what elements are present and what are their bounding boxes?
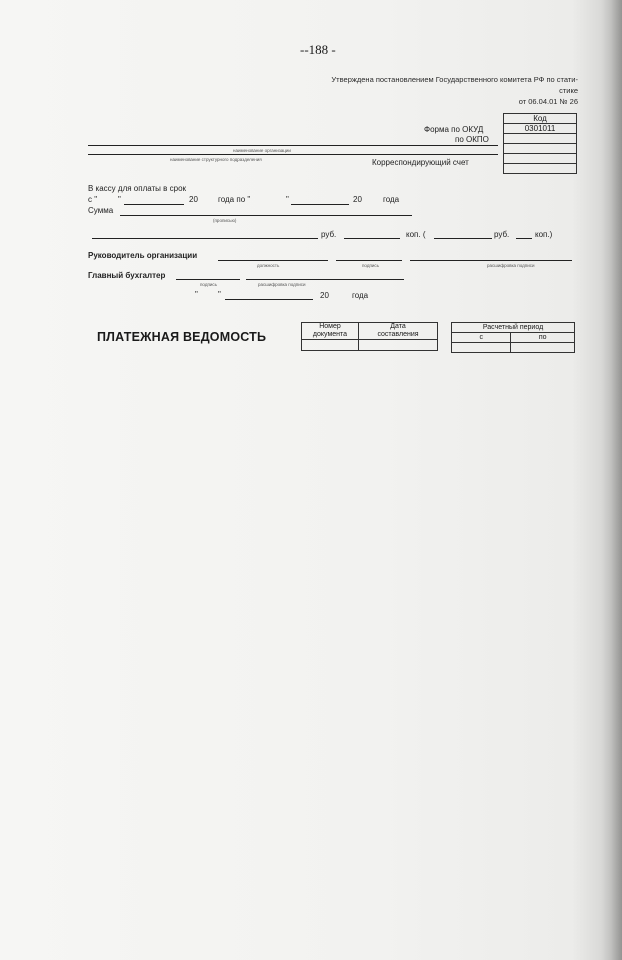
okpo-label: по ОКПО [455, 135, 489, 144]
accountant-decoding-hint: расшифровка подписи [258, 282, 306, 287]
kop-line [344, 238, 400, 239]
head-decoding-line [410, 260, 572, 261]
document-title: ПЛАТЕЖНАЯ ВЕДОМОСТЬ [97, 330, 267, 344]
okud-value: 0301011 [504, 124, 577, 134]
head-signature-line [336, 260, 402, 261]
doc-date-header [359, 323, 438, 340]
unit-name-hint: наименование структурного подразделения [170, 157, 262, 162]
payment-year-to: года по " [218, 195, 251, 204]
codes-empty-row [504, 144, 577, 154]
head-label: Руководитель организации [88, 251, 198, 260]
doc-date-header-line-1: Дата [390, 323, 406, 330]
approval-line-1: Утверждена постановлением Государственного комитета РФ по стати- [331, 75, 578, 84]
doc-number-header [302, 323, 359, 340]
rub-label-2: руб. [494, 230, 510, 239]
date-line [225, 299, 313, 300]
head-signature-hint: подпись [362, 263, 380, 268]
doc-number-header-line-2: документа [312, 331, 348, 338]
date-year-prefix: 20 [320, 291, 329, 300]
sum-words-line [92, 238, 318, 239]
corr-account-label: Корреспондирующий счет [372, 158, 469, 167]
accountant-signature-line [176, 279, 240, 280]
period-table [451, 322, 575, 353]
payment-year-end: года [383, 195, 400, 204]
accountant-signature-hint: подпись [200, 282, 218, 287]
sum-hint: (прописью) [213, 218, 237, 223]
kop-close-label: коп.) [535, 230, 553, 239]
head-position-line [218, 260, 328, 261]
codes-header: Код [504, 114, 577, 124]
unit-name-line [88, 154, 498, 155]
kop-open-label: коп. ( [406, 230, 426, 239]
document-info-table [301, 322, 438, 351]
corr-account-value [504, 154, 577, 164]
doc-date-value [359, 340, 438, 351]
payment-intro: В кассу для оплаты в срок [88, 184, 187, 193]
sum-line [120, 215, 412, 216]
payment-from: с " [88, 195, 98, 204]
period-from-value [452, 343, 511, 353]
approval-line-3: от 06.04.01 № 26 [518, 97, 578, 106]
kop-digits-line [516, 238, 532, 239]
doc-date-header-line-2: составления [377, 331, 419, 338]
page-edge-shadow [600, 0, 622, 960]
period-to-value [511, 343, 575, 353]
codes-empty-row-2 [504, 164, 577, 174]
org-name-hint: наименование организации [233, 148, 291, 153]
payment-from-line [124, 204, 184, 205]
date-year-word: года [352, 291, 369, 300]
period-header: Расчетный период [452, 323, 575, 333]
head-position-hint: должность [257, 263, 280, 268]
head-decoding-hint: расшифровка подписи [487, 263, 535, 268]
payment-year-prefix-1: 20 [189, 195, 198, 204]
period-to-header: по [511, 333, 575, 343]
approval-line-2: стике [559, 86, 578, 95]
doc-number-header-line-1: Номер [319, 323, 341, 330]
page-number: --188 - [300, 42, 336, 57]
date-quote-open: " [195, 290, 198, 299]
period-from-header: с [452, 333, 511, 343]
rub-digits-line [434, 238, 492, 239]
codes-table [503, 113, 577, 174]
date-quote-close: " [218, 290, 221, 299]
payment-to-line [291, 204, 349, 205]
payment-year-prefix-2: 20 [353, 195, 362, 204]
approval-note [331, 74, 578, 107]
doc-number-value [302, 340, 359, 351]
okud-label: Форма по ОКУД [424, 125, 484, 134]
accountant-label: Главный бухгалтер [88, 271, 166, 280]
accountant-decoding-line [246, 279, 404, 280]
payment-quote-2: " [286, 195, 289, 204]
org-name-line [88, 145, 498, 146]
okpo-value [504, 134, 577, 144]
payment-quote-1: " [118, 195, 121, 204]
sum-label: Сумма [88, 206, 114, 215]
rub-label: руб. [321, 230, 337, 239]
